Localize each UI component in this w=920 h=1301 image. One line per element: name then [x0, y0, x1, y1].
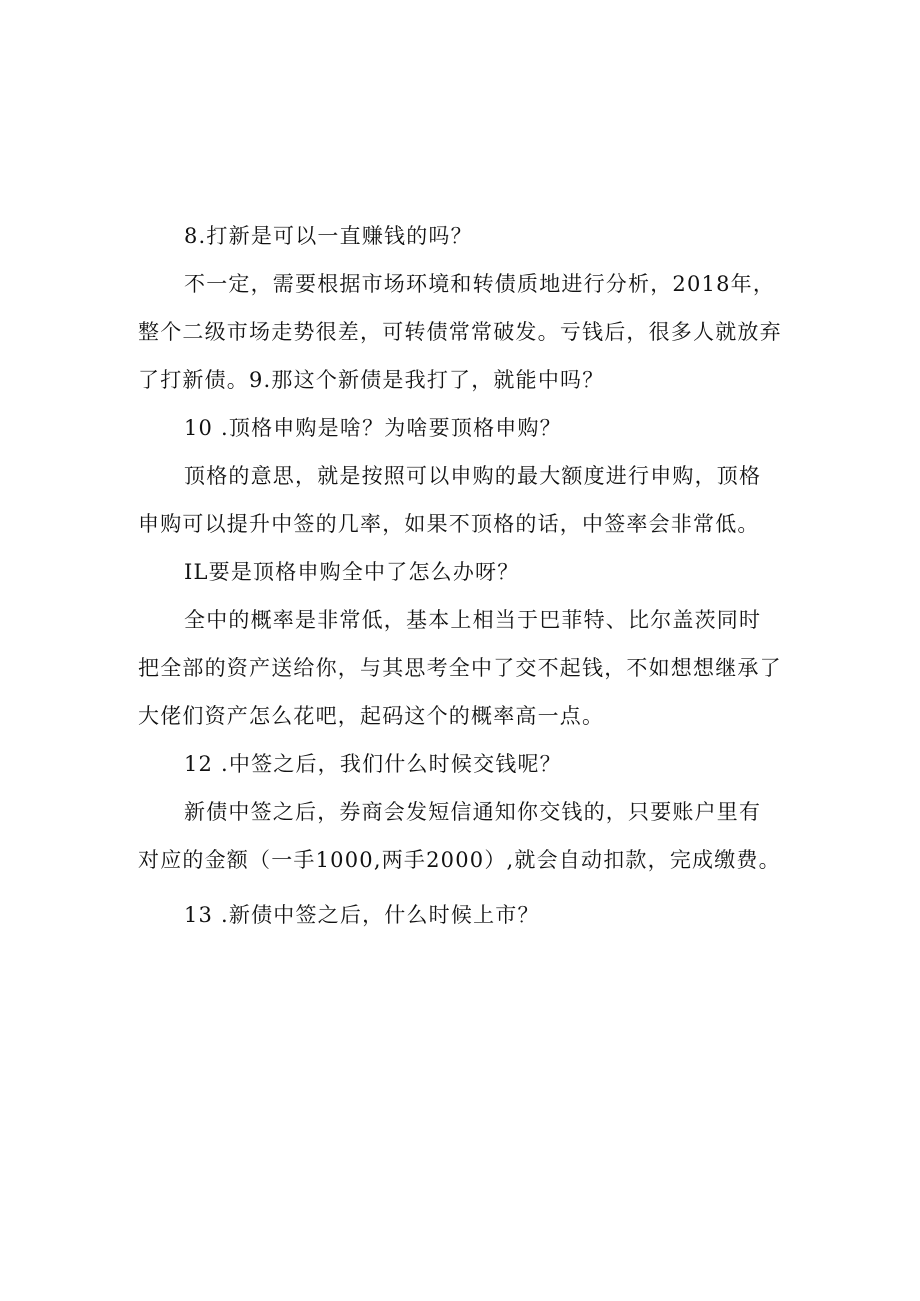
answer-11-line-1: 全中的概率是非常低，基本上相当于巴菲特、比尔盖茨同时 — [184, 608, 762, 632]
answer-8-line-3: 了打新债。9.那这个新债是我打了，就能中吗？ — [138, 368, 605, 392]
answer-12-line-1: 新债中签之后，券商会发短信通知你交钱的，只要账户里有 — [184, 800, 762, 824]
question-13-heading: 13 .新债中签之后，什么时候上市？ — [184, 903, 540, 927]
answer-10-line-1: 顶格的意思，就是按照可以申购的最大额度进行申购，顶格 — [184, 464, 762, 488]
question-12-heading: 12 .中签之后，我们什么时候交钱呢？ — [184, 752, 562, 776]
answer-10-line-2: 申购可以提升中签的几率，如果不顶格的话，中签率会非常低。 — [138, 512, 760, 536]
question-10-heading: 10 .顶格申购是啥？为啥要顶格申购？ — [184, 416, 562, 440]
question-8-heading: 8.打新是可以一直赚钱的吗？ — [184, 224, 473, 248]
answer-11-line-2: 把全部的资产送给你，与其思考全中了交不起钱，不如想想继承了 — [138, 656, 782, 680]
answer-11-line-3: 大佬们资产怎么花吧，起码这个的概率高一点。 — [138, 704, 605, 728]
question-11-heading: IL要是顶格申购全中了怎么办呀？ — [184, 560, 520, 584]
answer-8-line-2: 整个二级市场走势很差，可转债常常破发。亏钱后，很多人就放弃 — [138, 320, 782, 344]
answer-8-line-1: 不一定，需要根据市场环境和转债质地进行分析，2018年， — [184, 272, 776, 296]
answer-12-line-2: 对应的金额（一手1000,两手2000）,就会自动扣款，完成缴费。 — [138, 848, 781, 872]
